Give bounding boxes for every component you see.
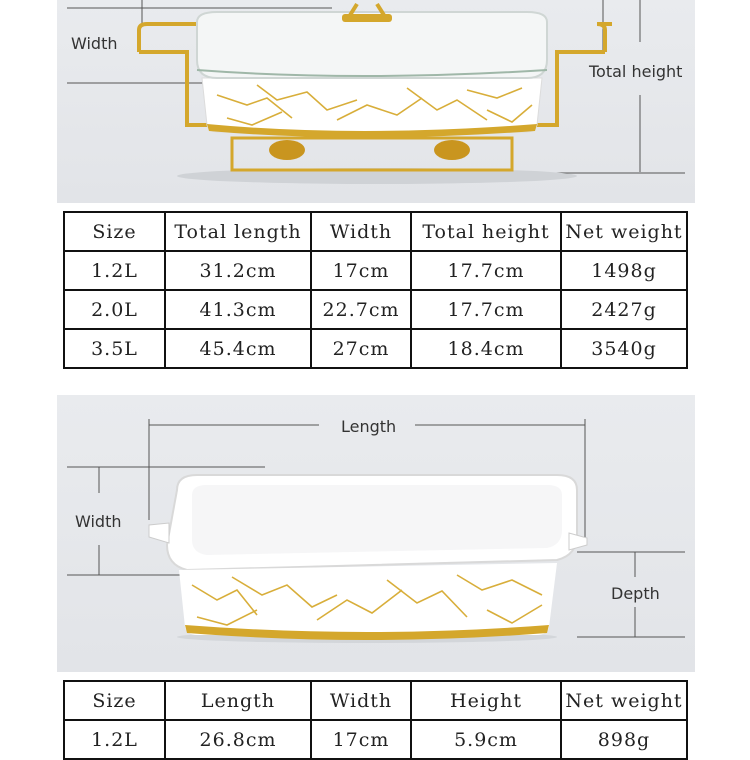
table-cell: 27cm [311, 329, 411, 368]
table-cell: 45.4cm [165, 329, 311, 368]
table-row [64, 251, 687, 290]
table-cell: 5.9cm [411, 720, 561, 759]
chafing-dish-illustration [57, 0, 695, 203]
table-header-row [64, 212, 687, 251]
table-header-cell: Net weight [561, 212, 687, 251]
dimension-label-length: Length [341, 417, 397, 436]
table-cell: 22.7cm [311, 290, 411, 329]
table-header-cell: Total height [411, 212, 561, 251]
table-cell: 17.7cm [411, 251, 561, 290]
table-cell: 898g [561, 720, 687, 759]
table-header-cell: Net weight [561, 681, 687, 720]
table-cell: 3540g [561, 329, 687, 368]
dimension-label-depth: Depth [611, 584, 660, 603]
table-header-cell: Width [311, 681, 411, 720]
table-cell: 2.0L [64, 290, 165, 329]
dimension-label-width: Width [75, 512, 122, 531]
dimension-label-total-height: Total height [589, 62, 683, 81]
table-cell: 1.2L [64, 720, 165, 759]
table-header-cell: Size [64, 681, 165, 720]
table-header-cell: Length [165, 681, 311, 720]
table-cell: 26.8cm [165, 720, 311, 759]
table-cell: 31.2cm [165, 251, 311, 290]
spec-table-chafing-dish [63, 211, 688, 369]
table-row [64, 329, 687, 368]
table-header-cell: Total length [165, 212, 311, 251]
table-cell: 41.3cm [165, 290, 311, 329]
spec-table-baking-dish [63, 680, 688, 760]
table-cell: 1498g [561, 251, 687, 290]
product-photo-chafing-dish [57, 0, 695, 203]
table-cell: 3.5L [64, 329, 165, 368]
table-cell: 2427g [561, 290, 687, 329]
table-row [64, 290, 687, 329]
table-cell: 17cm [311, 251, 411, 290]
table-header-cell: Width [311, 212, 411, 251]
dimension-label-width: Width [71, 34, 118, 53]
table-cell: 17.7cm [411, 290, 561, 329]
table-row [64, 720, 687, 759]
table-header-cell: Size [64, 212, 165, 251]
table-cell: 17cm [311, 720, 411, 759]
product-photo-baking-dish [57, 395, 695, 672]
table-cell: 1.2L [64, 251, 165, 290]
table-header-row [64, 681, 687, 720]
table-header-cell: Height [411, 681, 561, 720]
baking-dish-illustration [57, 395, 695, 672]
table-cell: 18.4cm [411, 329, 561, 368]
